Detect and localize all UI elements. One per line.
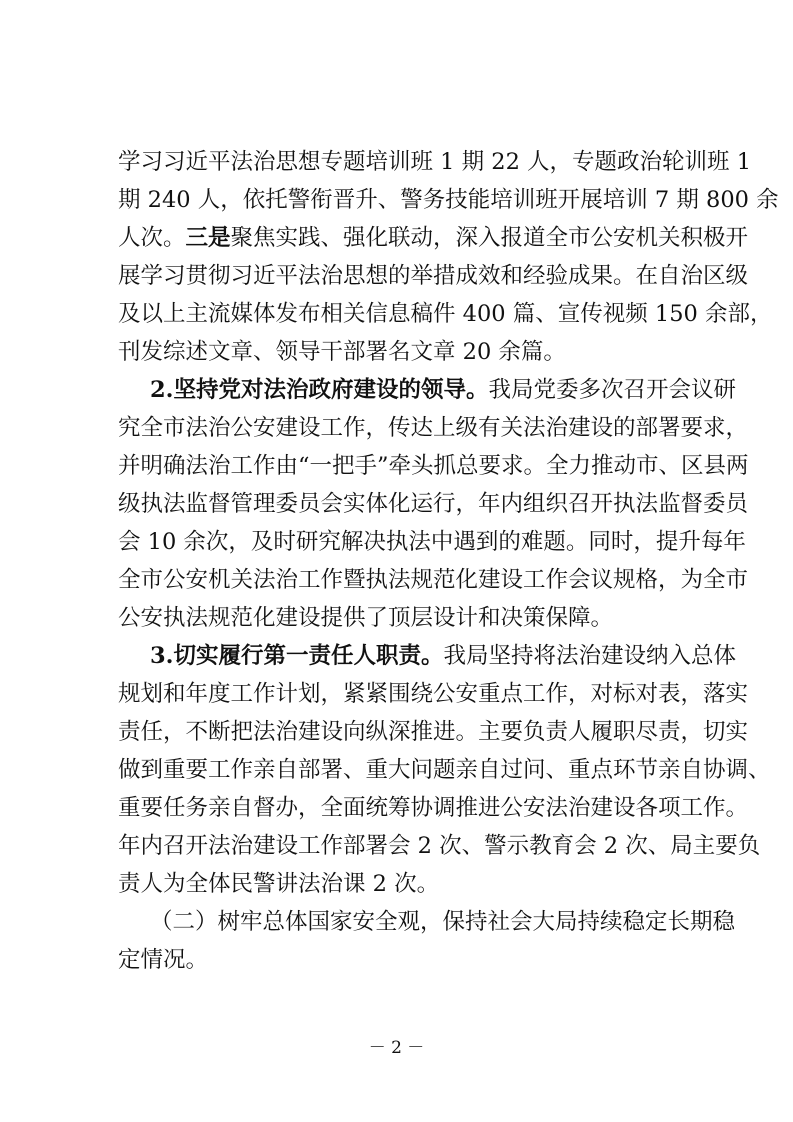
body-line-20 (118, 864, 682, 904)
line-text: 责人为全体民警讲法治课 2 次。 (118, 871, 440, 897)
body-line-11 (118, 522, 746, 562)
line-text: 及以上主流媒体发布相关信息稿件 400 篇、宣传视频 150 余部， (118, 301, 773, 327)
body-line-5 (118, 294, 773, 334)
line-text: 聚焦实践、强化联动，深入报道全市公安机关积极开 (230, 225, 749, 251)
line-text: 公安执法规范化建设提供了顶层设计和决策保障。 (118, 605, 614, 631)
line-text: 责任，不断把法治建设向纵深推进。主要负责人履职尽责，切实 (118, 719, 749, 745)
line-text: 并明确法治工作由“一把手”牵头抓总要求。全力推动市、区县两 (118, 453, 749, 479)
line-text: 做到重要工作亲自部署、重大问题亲自过问、重点环节亲自协调、 (118, 757, 771, 783)
bold-lead-in: 三是 (185, 225, 231, 251)
body-line-19 (118, 826, 761, 866)
line-text: 级执法监督管理委员会实体化运行，年内组织召开执法监督委员 (118, 491, 749, 517)
body-line-3 (118, 218, 749, 258)
section-heading-2: 2.坚持党对法治政府建设的领导。 (150, 377, 489, 403)
subsection-heading: （二）树牢总体国家安全观，保持社会大局持续稳定长期稳 (150, 909, 736, 935)
line-text: 展学习贯彻习近平法治思想的举措成效和经验成果。在自治区级 (118, 263, 749, 289)
section-2-first-line (150, 370, 737, 410)
line-text: 会 10 余次，及时研究解决执法中遇到的难题。同时，提升每年 (118, 529, 746, 555)
body-line-17 (118, 750, 771, 790)
line-text: 重要任务亲自督办，全面统筹协调推进公安法治建设各项工作。 (118, 795, 749, 821)
body-line-9 (118, 446, 749, 486)
body-line-8 (118, 408, 749, 448)
body-line-12 (118, 560, 749, 600)
line-text: 全市公安机关法治工作暨执法规范化建设工作会议规格，为全市 (118, 567, 749, 593)
body-line-10 (118, 484, 749, 524)
body-line-2 (118, 180, 779, 220)
line-text: 规划和年度工作计划，紧紧围绕公安重点工作，对标对表，落实 (118, 681, 749, 707)
subsection-heading-line-1 (150, 902, 736, 942)
body-line-13 (118, 598, 682, 638)
line-text: 刊发综述文章、领导干部署名文章 20 余篇。 (118, 339, 566, 365)
line-text: 期 240 人，依托警衔晋升、警务技能培训班开展培训 7 期 800 余 (118, 187, 779, 213)
page-number: － 2 － (368, 1038, 425, 1058)
body-line-1 (118, 142, 752, 182)
body-line-6 (118, 332, 682, 372)
line-text: 人次。 (118, 225, 186, 251)
body-line-16 (118, 712, 749, 752)
subsection-heading-line-2 (118, 940, 682, 980)
line-text: 我局党委多次召开会议研 (488, 377, 737, 403)
section-heading-3: 3.切实履行第一责任人职责。 (150, 643, 444, 669)
body-line-18 (118, 788, 749, 828)
section-3-first-line (150, 636, 737, 676)
body-line-15 (118, 674, 749, 714)
line-text: 我局坚持将法治建设纳入总体 (443, 643, 737, 669)
line-text: 究全市法治公安建设工作，传达上级有关法治建设的部署要求， (118, 415, 749, 441)
line-text: 年内召开法治建设工作部署会 2 次、警示教育会 2 次、局主要负 (118, 833, 761, 859)
line-text: 学习习近平法治思想专题培训班 1 期 22 人，专题政治轮训班 1 (118, 149, 752, 175)
body-line-4 (118, 256, 749, 296)
subsection-heading: 定情况。 (118, 947, 209, 973)
